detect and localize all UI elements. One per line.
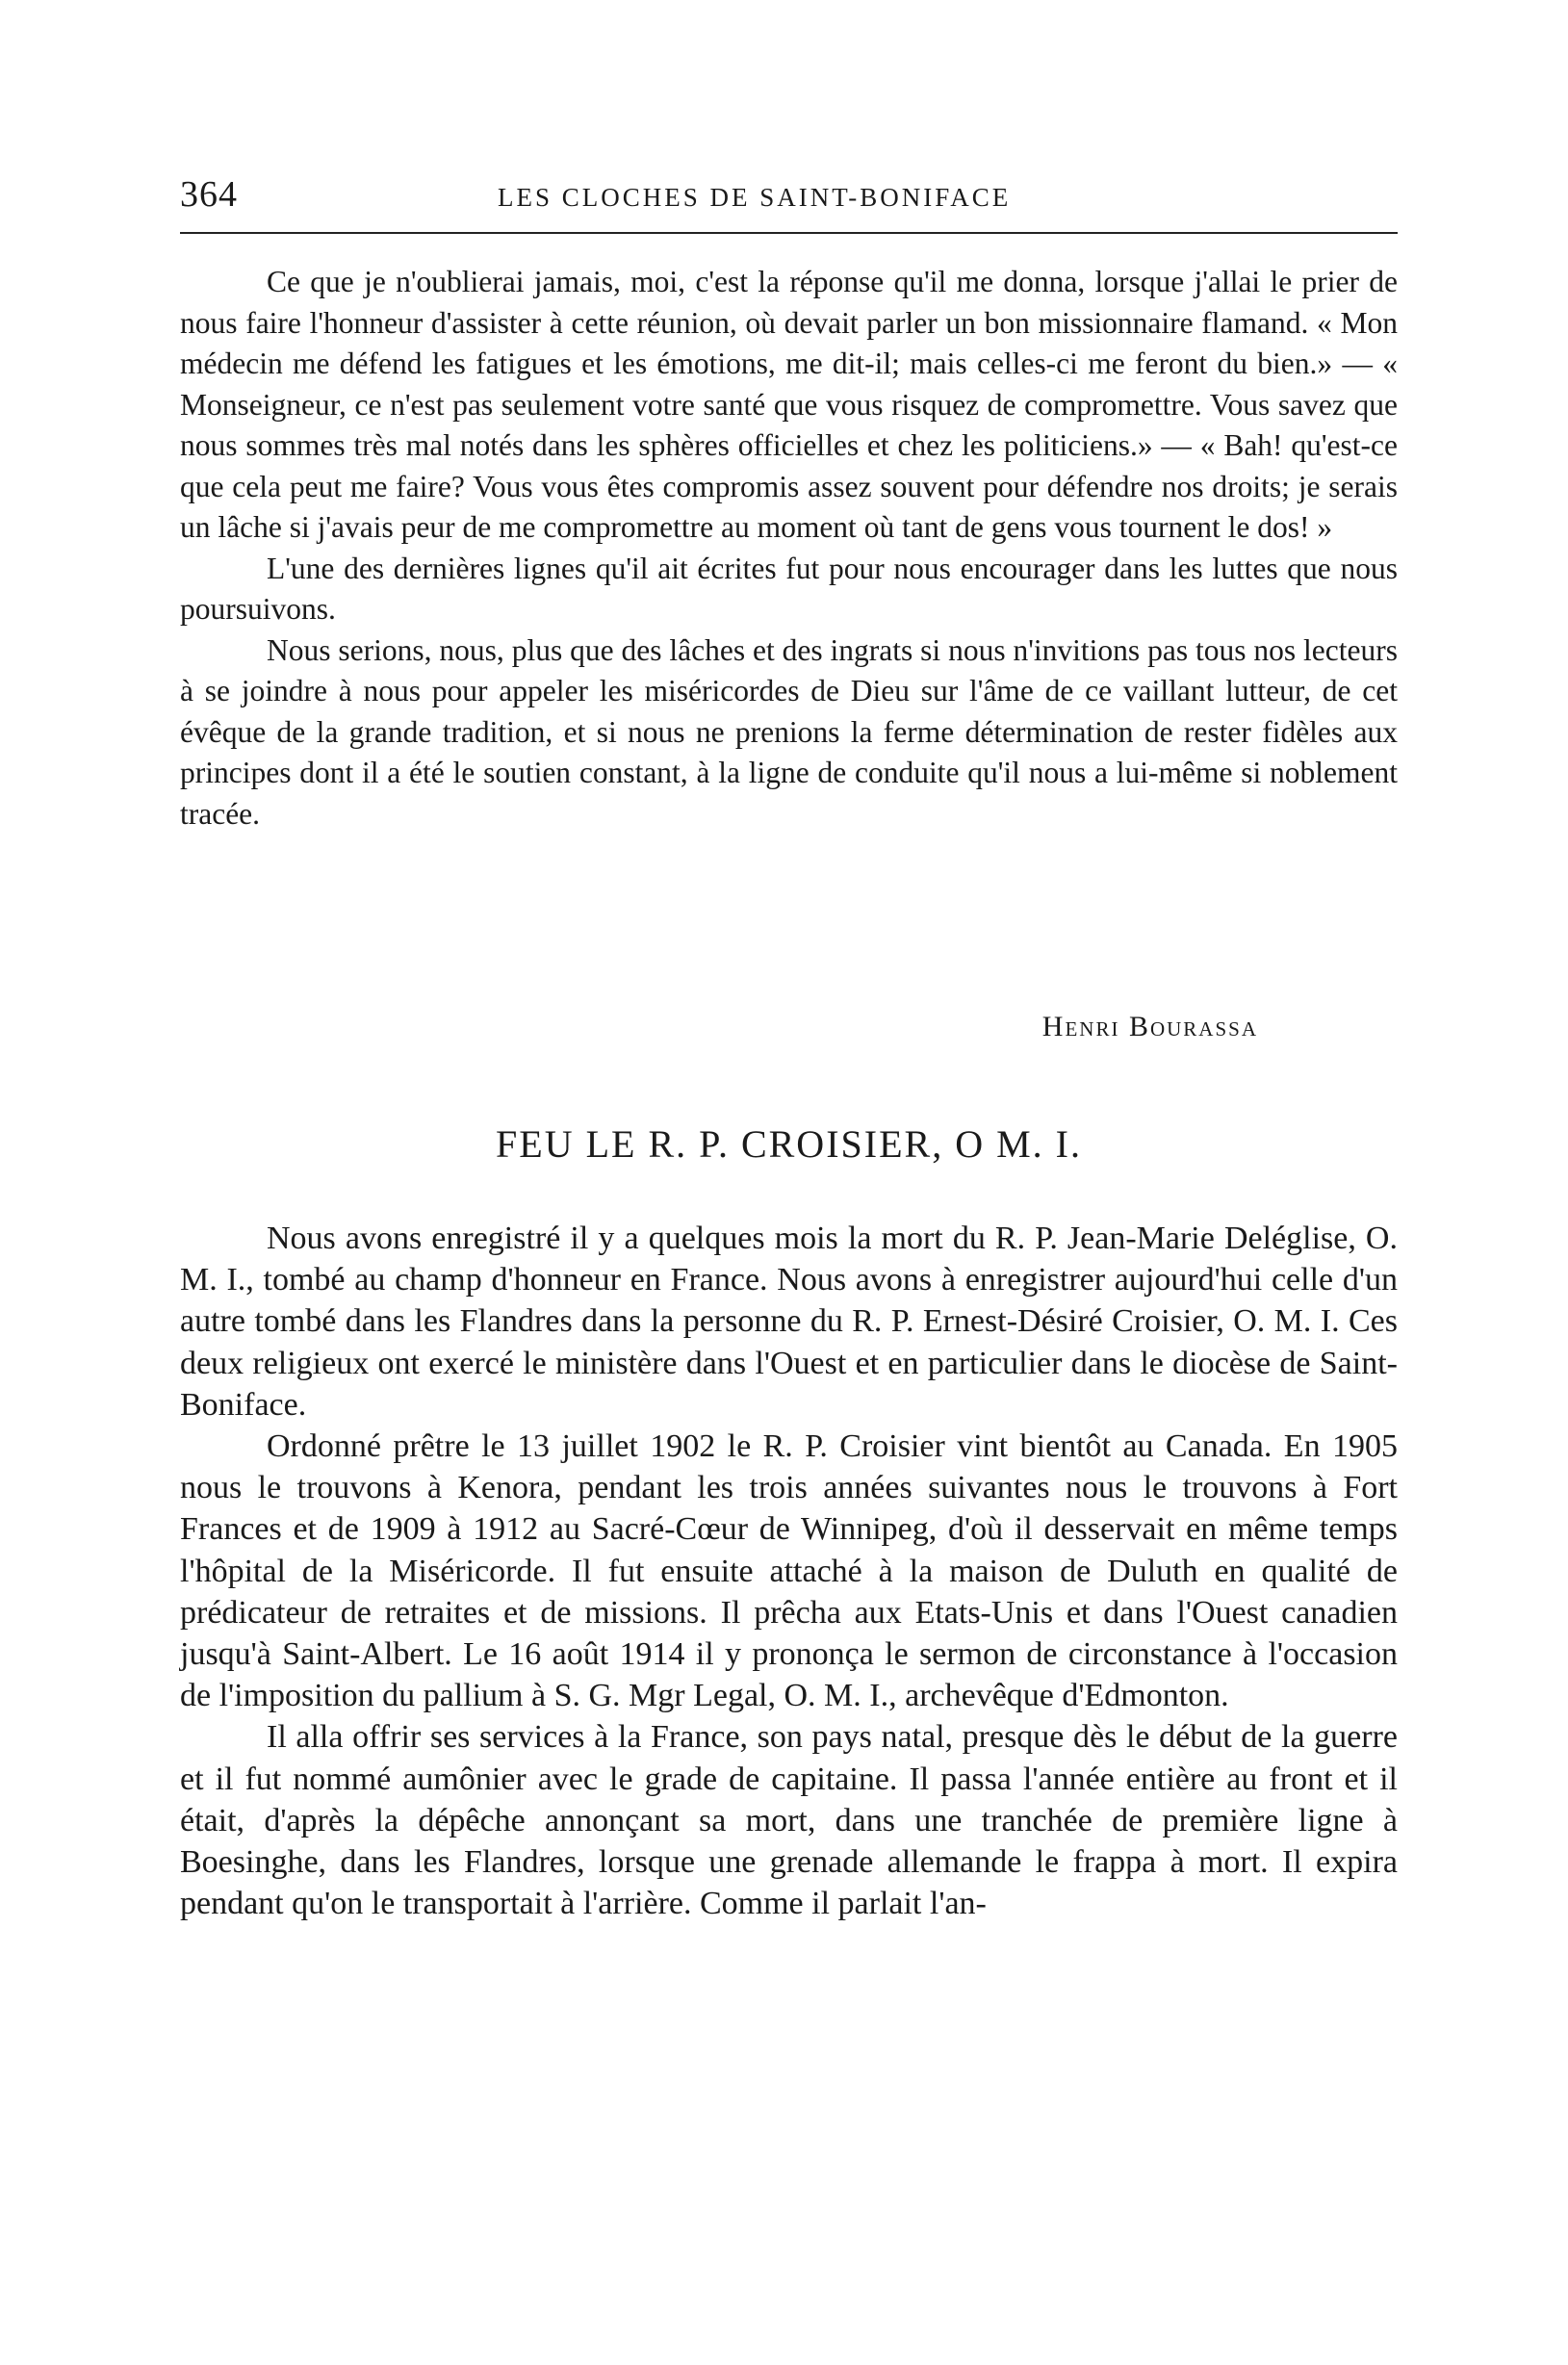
paragraph: Ce que je n'oublierai jamais, moi, c'est la réponse qu'il me donna, lorsque j'allai le prier de nous faire l'honneur d'assister à cette réunion, où devait parler un bon missionnaire flamand. « Mon médecin me défend les fatigues et les émotions, me dit-il; mais celles-ci me feront du bien.» — « Monseigneur, ce n'est pas seulement votre santé que vous risquez de compromettre. Vous savez que nous sommes très mal notés dans les sphères officielles et chez les politiciens.» — « Bah! qu'est-ce que cela peut me faire? Vous vous êtes compromis assez souvent pour défendre nos droits; je serais un lâche si j'avais peur de me compromettre au moment où tant de gens vous tournent le dos! » [180,265,1398,544]
paragraph: Il alla offrir ses services à la France, son pays natal, presque dès le début de la guerre et il fut nommé aumônier avec le grade de capitaine. Il passa l'année entière au front et il était, d'après la dépêche annonçant sa mort, dans une tranchée de première ligne à Boesinghe, dans les Flandres, lorsque une grenade allemande le frappa à mort. Il expira pendant qu'on le transportait à l'arrière. Comme il parlait l'an- [180,1719,1398,1922]
author-signature: Henri Bourassa [1041,1011,1258,1042]
article-title: FEU LE R. P. CROISIER, O M. I. [496,1122,1082,1166]
paragraph: Nous avons enregistré il y a quelques mois la mort du R. P. Jean-Marie Deléglise, O. M. I., tombé au champ d'honneur en France. Nous avons à enregistrer aujourd'hui celle d'un autre tombé dans les Flandres dans la personne du R. P. Ernest-Désiré Croisier, O. M. I. Ces deux religieux ont exercé le ministère dans l'Ouest et en particulier dans le diocèse de Saint-Boniface. [180,1221,1398,1423]
paragraph: Nous serions, nous, plus que des lâches et des ingrats si nous n'invitions pas tous nos lecteurs à se joindre à nous pour appeler les miséricordes de Dieu sur l'âme de ce vaillant lutteur, de cet évêque de la grande tradition, et si nous ne prenions la ferme détermination de rester fidèles aux principes dont il a été le soutien constant, à la ligne de conduite qu'il nous a lui-même si noblement tracée. [180,632,1398,831]
running-head [180,173,1398,221]
previous-article-ending [180,262,1398,835]
paragraph: Ordonné prêtre le 13 juillet 1902 le R. P. Croisier vint bientôt au Canada. En 1905 nous le trouvons à Kenora, pendant les trois années suivantes nous le trouvons à Fort Frances et de 1909 à 1912 au Sacré-Cœur de Winnipeg, d'où il desservait en même temps l'hôpital de la Miséricorde. Il fut ensuite attaché à la maison de Duluth en qualité de prédicateur de retraites et de missions. Il prêcha aux Etats-Unis et dans l'Ouest canadien jusqu'à Saint-Albert. Le 16 août 1914 il y prononça le sermon de circonstance à l'occasion de l'imposition du pallium à S. G. Mgr Legal, O. M. I., archevêque d'Edmonton. [180,1428,1398,1714]
page-number: 364 [180,174,238,215]
header-rule [180,232,1398,234]
running-title: LES CLOCHES DE SAINT-BONIFACE [498,183,1012,212]
paragraph: L'une des dernières lignes qu'il ait écrites fut pour nous encourager dans les luttes que nous poursuivons. [180,551,1398,626]
article-body [180,1218,1398,1924]
